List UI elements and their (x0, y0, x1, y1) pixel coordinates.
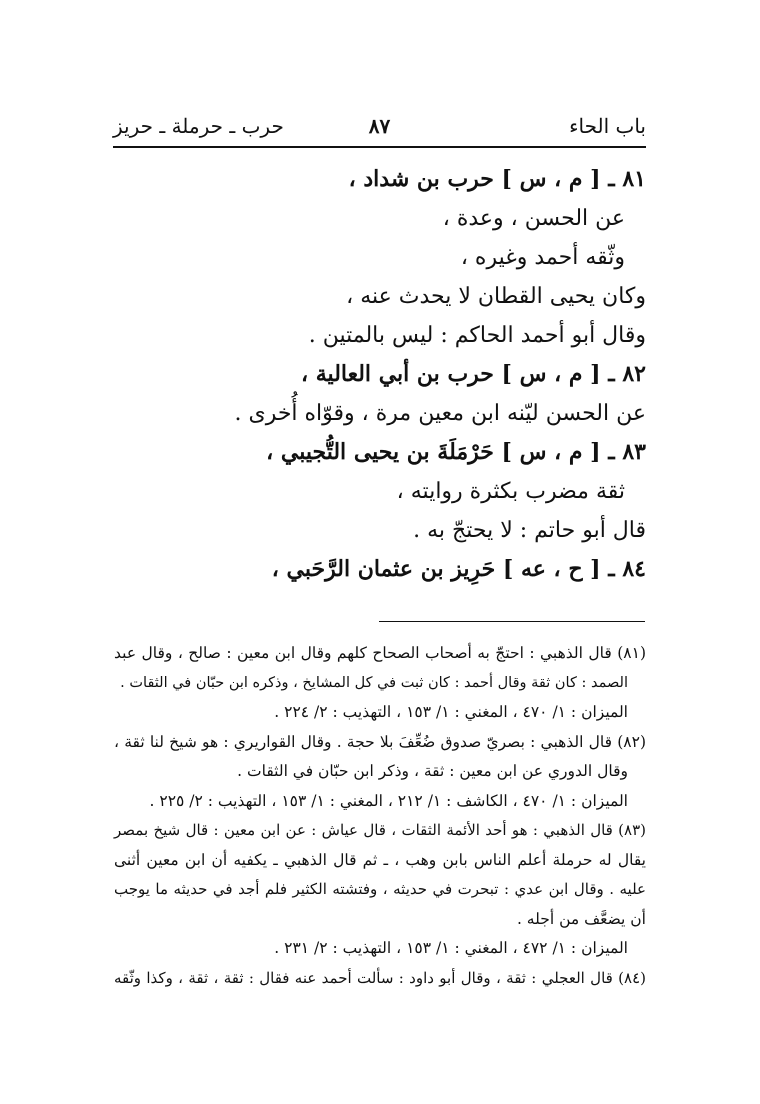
footnote-source: الميزان : ١/ ٤٧٠ ، المغني : ١/ ١٥٣ ، التهذيب : ٢/ ٢٢٤ . (274, 703, 628, 721)
text-line: وكان يحيى القطان لا يحدث عنه ، (346, 284, 646, 309)
chapter-title: باب الحاء (569, 114, 646, 138)
footnote-line: الصمد : كان ثقة وقال أحمد : كان ثبت في كل المشايخ ، وذكره ابن حبّان في الثقات . (120, 674, 628, 691)
footnote-line: (٨١) قال الذهبي : احتجّ به أصحاب الصحاح كلهم وقال ابن معين : صالح ، وقال عبد (114, 644, 646, 662)
footnote-line: عليه . وقال ابن عدي : تبحرت في حديثه ، وفتشته الكثير فلم أجد في حديثه ما يوجب (114, 880, 646, 898)
text-line: عن الحسن ليّنه ابن معين مرة ، وقوّاه أُخرى . (234, 401, 646, 426)
text-line: قال أبو حاتم : لا يحتجّ به . (413, 518, 646, 543)
text-line: وثّقه أحمد وغيره ، (460, 245, 625, 270)
text-line: وقال أبو أحمد الحاكم : ليس بالمتين . (308, 323, 646, 348)
text-line: عن الحسن ، وعدة ، (442, 206, 625, 231)
text-line: ثقة مضرب بكثرة روايته ، (396, 479, 625, 504)
footnote-rule (379, 621, 645, 622)
footnotes (114, 639, 646, 993)
running-header (113, 114, 646, 142)
footnote-line: أن يضعَّف من أجله . (516, 909, 646, 928)
entry-84-heading: ٨٤ ـ [ ح ، عه ] حَرِيز بن عثمان الرَّحَبي ، (271, 556, 646, 582)
footnote-line: يقال له حرملة أعلم الناس بابن وهب ، ـ ثم قال الذهبي ـ يكفيه أن ابن معين أثنى (114, 850, 646, 869)
footnote-line: (٨٢) قال الذهبي : بصريّ صدوق ضُعِّفَ بلا حجة . وقال القواريري : هو شيخ لنا ثقة ، (114, 732, 646, 751)
entry-82-heading: ٨٢ ـ [ م ، س ] حرب بن أبي العالية ، (301, 361, 646, 387)
footnote-line: (٨٣) قال الذهبي : هو أحد الأئمة الثقات ، قال عياش : عن ابن معين : قال شيخ بمصر (114, 821, 646, 839)
entry-83-heading: ٨٣ ـ [ م ، س ] حَرْمَلَةَ بن يحيى التُّجيبي ، (266, 439, 646, 465)
footnote-source: الميزان : ١/ ٤٧٠ ، الكاشف : ١/ ٢١٢ ، المغني : ١/ ١٥٣ ، التهذيب : ٢/ ٢٢٥ . (149, 791, 628, 810)
page-number: ٨٧ (368, 114, 391, 138)
footnote-line: وقال الدوري عن ابن معين : ثقة ، وذكر ابن حبّان في الثقات . (237, 762, 628, 780)
entry-81-heading: ٨١ ـ [ م ، س ] حرب بن شداد ، (348, 166, 646, 192)
header-rule (113, 146, 646, 148)
main-text (114, 160, 646, 589)
footnote-source: الميزان : ١/ ٤٧٢ ، المغني : ١/ ١٥٣ ، التهذيب : ٢/ ٢٣١ . (274, 939, 628, 957)
entry-names: حرب ـ حرملة ـ حريز (113, 114, 284, 138)
footnote-line: (٨٤) قال العجلي : ثقة ، وقال أبو داود : سألت أحمد عنه فقال : ثقة ، ثقة ، وكذا وثّقه (114, 968, 646, 987)
